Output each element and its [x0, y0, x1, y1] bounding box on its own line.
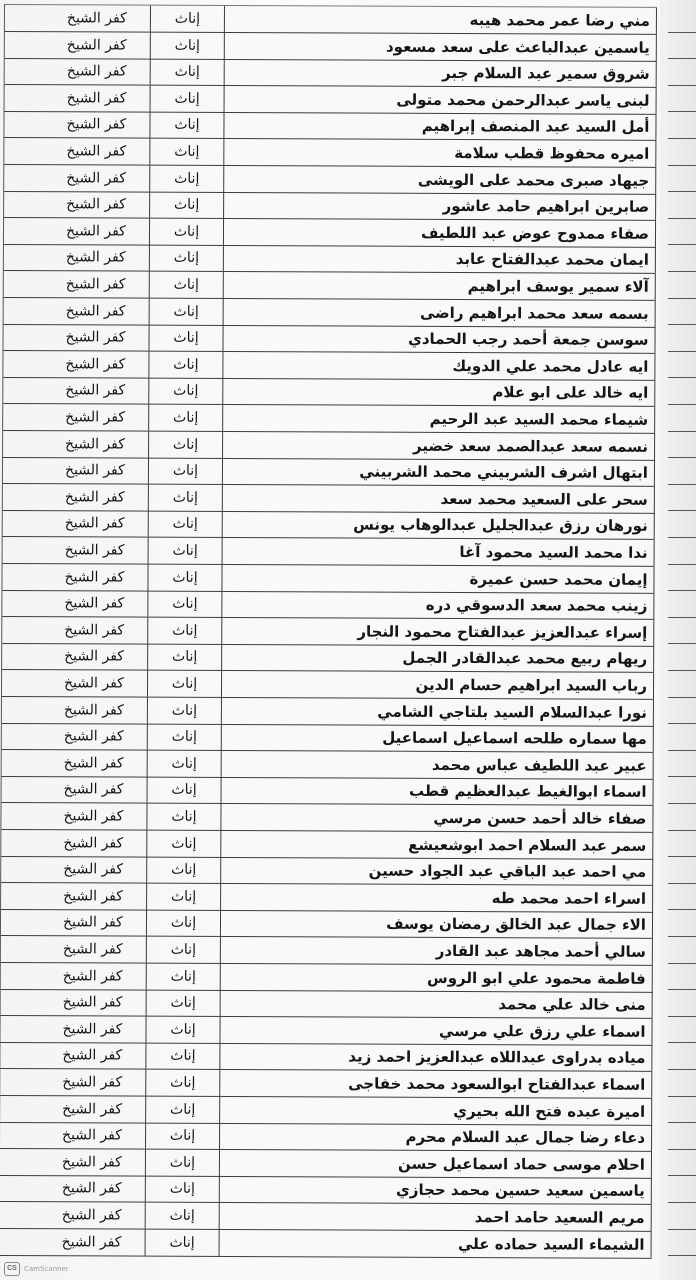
gender-cell: إناث — [147, 990, 221, 1016]
margin-rule-line — [668, 963, 696, 964]
table-row — [1, 856, 653, 886]
governorate-cell: كفر الشيخ — [4, 218, 150, 245]
table-row — [4, 165, 656, 195]
name-cell: شروق سمير عبد السلام جبر — [225, 59, 657, 87]
name-cell: إيمان محمد حسن عميرة — [222, 565, 654, 593]
margin-rule-line — [668, 324, 696, 325]
margin-rule-line — [668, 803, 696, 804]
table-row — [3, 484, 655, 514]
name-cell: الاء جمال عبد الخالق رمضان يوسف — [221, 910, 653, 938]
name-cell: زينب محمد سعد الدسوقي دره — [222, 591, 654, 619]
gender-cell: إناث — [150, 112, 224, 138]
gender-cell: إناث — [151, 32, 225, 58]
name-cell: ياسمين سعيد حسين محمد حجازي — [220, 1176, 652, 1204]
gender-cell: إناث — [148, 750, 222, 776]
table-row — [3, 351, 655, 381]
margin-rule-line — [668, 351, 696, 352]
margin-rule-line — [668, 936, 696, 937]
governorate-cell: كفر الشيخ — [2, 670, 148, 697]
gender-cell: إناث — [151, 6, 225, 32]
name-cell: مني رضا عمر محمد هيبه — [225, 6, 657, 34]
gender-cell: إناث — [146, 1149, 220, 1175]
name-cell: لبنى ياسر عبدالرحمن محمد متولى — [225, 86, 657, 114]
margin-rule-line — [668, 697, 696, 698]
governorate-cell: كفر الشيخ — [2, 697, 148, 724]
margin-rule-line — [668, 1069, 696, 1070]
governorate-cell: كفر الشيخ — [1, 909, 147, 936]
name-cell: عبير عبد اللطيف عباس محمد — [222, 751, 654, 779]
name-cell: صابرين ابراهيم حامد عاشور — [224, 192, 656, 220]
governorate-cell: كفر الشيخ — [0, 1149, 146, 1176]
margin-rule-line — [668, 191, 696, 192]
governorate-cell: كفر الشيخ — [1, 963, 147, 990]
governorate-cell: كفر الشيخ — [5, 5, 151, 32]
governorate-cell: كفر الشيخ — [0, 1016, 146, 1043]
governorate-cell: كفر الشيخ — [4, 191, 150, 218]
margin-rule-line — [668, 1202, 696, 1203]
table-row — [3, 510, 655, 540]
margin-rule-line — [668, 1096, 696, 1097]
gender-cell: إناث — [146, 1070, 220, 1096]
gender-cell: إناث — [148, 564, 222, 590]
governorate-cell: كفر الشيخ — [2, 776, 148, 803]
table-row — [3, 537, 655, 567]
gender-cell: إناث — [151, 85, 225, 111]
margin-rule-line — [668, 431, 696, 432]
margin-rule-line — [668, 989, 696, 990]
table-row — [1, 936, 653, 966]
table-row — [0, 1202, 652, 1232]
table-row — [1, 909, 653, 939]
margin-rule-line — [668, 909, 696, 910]
gender-cell: إناث — [149, 378, 223, 404]
name-cell: منى خالد علي محمد — [221, 990, 653, 1018]
table-row — [2, 723, 654, 753]
gender-cell: إناث — [150, 298, 224, 324]
name-cell: صفاء خالد أحمد حسن مرسي — [221, 804, 653, 832]
table-row — [4, 298, 656, 328]
gender-cell: إناث — [148, 697, 222, 723]
name-cell: الشيماء السيد حماده علي — [220, 1230, 652, 1258]
table-row — [4, 271, 656, 301]
name-cell: احلام موسى حماد اسماعيل حسن — [220, 1150, 652, 1178]
table-row — [1, 803, 653, 833]
governorate-cell: كفر الشيخ — [0, 1175, 146, 1202]
name-cell: بسمه سعد محمد ابراهيم راضى — [224, 299, 656, 327]
table-row — [2, 590, 654, 620]
gender-cell: إناث — [146, 1229, 220, 1255]
gender-cell: إناث — [146, 1016, 220, 1042]
governorate-cell: كفر الشيخ — [2, 723, 148, 750]
gender-cell: إناث — [147, 830, 221, 856]
margin-rule-line — [668, 111, 696, 112]
table-row — [2, 564, 654, 594]
table-row — [5, 32, 657, 62]
name-cell: فاطمة محمود علي ابو الروس — [221, 964, 653, 992]
margin-rule-line — [668, 1149, 696, 1150]
name-cell: ندا محمد السيد محمود آغا — [223, 538, 655, 566]
margin-rule-line — [668, 218, 696, 219]
name-cell: نورهان رزق عبدالجليل عبدالوهاب يونس — [223, 511, 655, 539]
table-row — [0, 1042, 652, 1072]
margin-rule-line — [668, 830, 696, 831]
gender-cell: إناث — [146, 1043, 220, 1069]
gender-cell: إناث — [148, 617, 222, 643]
name-cell: ايمان محمد عبدالفتاح عابد — [224, 245, 656, 273]
margin-rule-line — [668, 1016, 696, 1017]
governorate-cell: كفر الشيخ — [2, 643, 148, 670]
gender-cell: إناث — [147, 937, 221, 963]
table-row — [2, 617, 654, 647]
name-cell: آلاء سمير يوسف ابراهيم — [224, 272, 656, 300]
names-table — [0, 4, 657, 1260]
gender-cell: إناث — [150, 165, 224, 191]
governorate-cell: كفر الشيخ — [5, 58, 151, 85]
gender-cell: إناث — [147, 963, 221, 989]
margin-rule-line — [668, 85, 696, 86]
margin-rule-line — [668, 564, 696, 565]
gender-cell: إناث — [146, 1123, 220, 1149]
table-row — [0, 1149, 652, 1179]
gender-cell: إناث — [148, 591, 222, 617]
gender-cell: إناث — [147, 804, 221, 830]
table-row — [4, 138, 656, 168]
gender-cell: إناث — [147, 883, 221, 909]
name-cell: اسماء علي رزق علي مرسي — [220, 1017, 652, 1045]
table-row — [0, 1229, 652, 1259]
governorate-cell: كفر الشيخ — [1, 883, 147, 910]
table-row — [4, 218, 656, 248]
table-row — [2, 697, 654, 727]
margin-rule-line — [668, 1042, 696, 1043]
governorate-cell: كفر الشيخ — [4, 244, 150, 271]
gender-cell: إناث — [147, 857, 221, 883]
margin-rule-line — [668, 537, 696, 538]
margin-rule-line — [668, 856, 696, 857]
table-row — [4, 191, 656, 221]
governorate-cell: كفر الشيخ — [0, 1202, 146, 1229]
name-cell: ايه عادل محمد علي الدويك — [223, 352, 655, 380]
name-cell: اسراء احمد محمد طه — [221, 884, 653, 912]
name-cell: سمر عبد السلام احمد ابوشعيشع — [221, 831, 653, 859]
margin-rule-line — [668, 643, 696, 644]
gender-cell: إناث — [146, 1096, 220, 1122]
gender-cell: إناث — [148, 724, 222, 750]
name-cell: رباب السيد ابراهيم حسام الدين — [222, 671, 654, 699]
margin-rule-line — [668, 510, 696, 511]
governorate-cell: كفر الشيخ — [3, 377, 149, 404]
governorate-cell: كفر الشيخ — [1, 936, 147, 963]
governorate-cell: كفر الشيخ — [5, 85, 151, 112]
margin-rule-line — [668, 1122, 696, 1123]
name-cell: شيماء محمد السيد عبد الرحيم — [223, 405, 655, 433]
governorate-cell: كفر الشيخ — [2, 617, 148, 644]
margin-rule-line — [668, 750, 696, 751]
table-row — [3, 457, 655, 487]
table-row — [2, 670, 654, 700]
margin-rule-line — [668, 298, 696, 299]
margin-rule-line — [668, 484, 696, 485]
governorate-cell: كفر الشيخ — [5, 32, 151, 59]
name-cell: إسراء عبدالعزيز عبدالفتاح محمود النجار — [222, 618, 654, 646]
gender-cell: إناث — [147, 910, 221, 936]
governorate-cell: كفر الشيخ — [1, 856, 147, 883]
margin-rule-line — [668, 590, 696, 591]
name-cell: ايه خالد على ابو علام — [223, 378, 655, 406]
table-row — [5, 85, 657, 115]
name-cell: ريهام ربيع محمد عبدالقادر الجمل — [222, 644, 654, 672]
table-row — [4, 244, 656, 274]
margin-rule-line — [668, 1175, 696, 1176]
margin-rule-line — [668, 165, 696, 166]
gender-cell: إناث — [150, 218, 224, 244]
gender-cell: إناث — [149, 351, 223, 377]
governorate-cell: كفر الشيخ — [3, 484, 149, 511]
name-cell: مها سماره طلحه اسماعيل اسماعيل — [222, 724, 654, 752]
table-row — [3, 377, 655, 407]
margin-rule-line — [668, 1255, 696, 1256]
name-cell: صفاء ممدوح عوض عبد اللطيف — [224, 219, 656, 247]
name-cell: مياده بدراوى عبداللاه عبدالعزيز احمد زيد — [220, 1043, 652, 1071]
name-cell: مي احمد عبد الباقي عبد الجواد حسين — [221, 857, 653, 885]
governorate-cell: كفر الشيخ — [2, 750, 148, 777]
name-cell: اسماء ابوالغيط عبدالعظيم قطب — [222, 777, 654, 805]
governorate-cell: كفر الشيخ — [4, 111, 150, 138]
margin-rule-line — [668, 138, 696, 139]
table-row — [4, 111, 656, 141]
scanner-watermark — [4, 1262, 69, 1276]
name-cell: أمل السيد عبد المنصف إبراهيم — [224, 112, 656, 140]
margin-rule-line — [668, 271, 696, 272]
governorate-cell: كفر الشيخ — [3, 351, 149, 378]
governorate-cell: كفر الشيخ — [3, 324, 149, 351]
table-row — [2, 750, 654, 780]
governorate-cell: كفر الشيخ — [1, 830, 147, 857]
margin-rule-line — [668, 1229, 696, 1230]
name-cell: جيهاد صبرى محمد على الويشى — [224, 166, 656, 194]
governorate-cell: كفر الشيخ — [2, 590, 148, 617]
margin-rule-line — [668, 670, 696, 671]
gender-cell: إناث — [151, 59, 225, 85]
margin-rule-line — [668, 457, 696, 458]
name-cell: دعاء رضا جمال عبد السلام محرم — [220, 1123, 652, 1151]
gender-cell: إناث — [149, 538, 223, 564]
name-cell: سحر على السعيد محمد سعد — [223, 485, 655, 513]
name-cell: اميره محفوظ قطب سلامة — [224, 139, 656, 167]
name-cell: نورا عبدالسلام السيد بلتاجي الشامي — [222, 698, 654, 726]
table-row — [1, 830, 653, 860]
table-row — [5, 5, 657, 35]
name-cell: سالي أحمد مجاهد عبد القادر — [221, 937, 653, 965]
gender-cell: إناث — [149, 458, 223, 484]
gender-cell: إناث — [150, 272, 224, 298]
governorate-cell: كفر الشيخ — [4, 138, 150, 165]
table-row — [0, 1016, 652, 1046]
governorate-cell: كفر الشيخ — [3, 457, 149, 484]
gender-cell: إناث — [150, 139, 224, 165]
table-row — [5, 58, 657, 88]
table-row — [1, 963, 653, 993]
scanner-label: CamScanner — [24, 1265, 69, 1273]
gender-cell: إناث — [150, 245, 224, 271]
governorate-cell: كفر الشيخ — [2, 564, 148, 591]
name-cell: ياسمين عبدالباعث على سعد مسعود — [225, 33, 657, 61]
name-cell: نسمه سعد عبدالصمد سعد خضير — [223, 432, 655, 460]
table-row — [3, 404, 655, 434]
name-cell: مريم السعيد حامد احمد — [220, 1203, 652, 1231]
governorate-cell: كفر الشيخ — [1, 803, 147, 830]
table-row — [3, 431, 655, 461]
margin-rule-line — [668, 32, 696, 33]
margin-rule-line — [668, 723, 696, 724]
gender-cell: إناث — [146, 1203, 220, 1229]
table-row — [3, 324, 655, 354]
margin-rule-line — [668, 244, 696, 245]
table-row — [0, 1069, 652, 1099]
table-row — [1, 883, 653, 913]
gender-cell: إناث — [149, 325, 223, 351]
gender-cell: إناث — [148, 777, 222, 803]
margin-rule-line — [668, 404, 696, 405]
gender-cell: إناث — [149, 405, 223, 431]
governorate-cell: كفر الشيخ — [3, 431, 149, 458]
gender-cell: إناث — [150, 192, 224, 218]
table-row — [1, 989, 653, 1019]
governorate-cell: كفر الشيخ — [0, 1229, 146, 1256]
name-cell: اميرة عبده فتح الله بحيري — [220, 1097, 652, 1125]
table-row — [0, 1122, 652, 1152]
governorate-cell: كفر الشيخ — [1, 989, 147, 1016]
gender-cell: إناث — [149, 484, 223, 510]
margin-rule-line — [668, 776, 696, 777]
governorate-cell: كفر الشيخ — [3, 537, 149, 564]
gender-cell: إناث — [148, 671, 222, 697]
table-row — [2, 643, 654, 673]
governorate-cell: كفر الشيخ — [0, 1096, 146, 1123]
governorate-cell: كفر الشيخ — [3, 404, 149, 431]
governorate-cell: كفر الشيخ — [0, 1069, 146, 1096]
governorate-cell: كفر الشيخ — [3, 510, 149, 537]
gender-cell: إناث — [149, 511, 223, 537]
gender-cell: إناث — [146, 1176, 220, 1202]
gender-cell: إناث — [149, 431, 223, 457]
governorate-cell: كفر الشيخ — [4, 271, 150, 298]
camscanner-logo-icon: CS — [4, 1262, 20, 1276]
governorate-cell: كفر الشيخ — [4, 298, 150, 325]
name-cell: اسماء عبدالفتاح ابوالسعود محمد خفاجى — [220, 1070, 652, 1098]
margin-rule-line — [668, 377, 696, 378]
gender-cell: إناث — [148, 644, 222, 670]
margin-rule-line — [668, 883, 696, 884]
margin-rule-line — [668, 58, 696, 59]
table-row — [0, 1096, 652, 1126]
name-cell: سوسن جمعة أحمد رجب الحمادي — [223, 325, 655, 353]
governorate-cell: كفر الشيخ — [4, 165, 150, 192]
table-row — [2, 776, 654, 806]
name-cell: ابتهال اشرف الشربيني محمد الشربيني — [223, 458, 655, 486]
governorate-cell: كفر الشيخ — [0, 1042, 146, 1069]
margin-rule-line — [668, 617, 696, 618]
governorate-cell: كفر الشيخ — [0, 1122, 146, 1149]
table-row — [0, 1175, 652, 1205]
